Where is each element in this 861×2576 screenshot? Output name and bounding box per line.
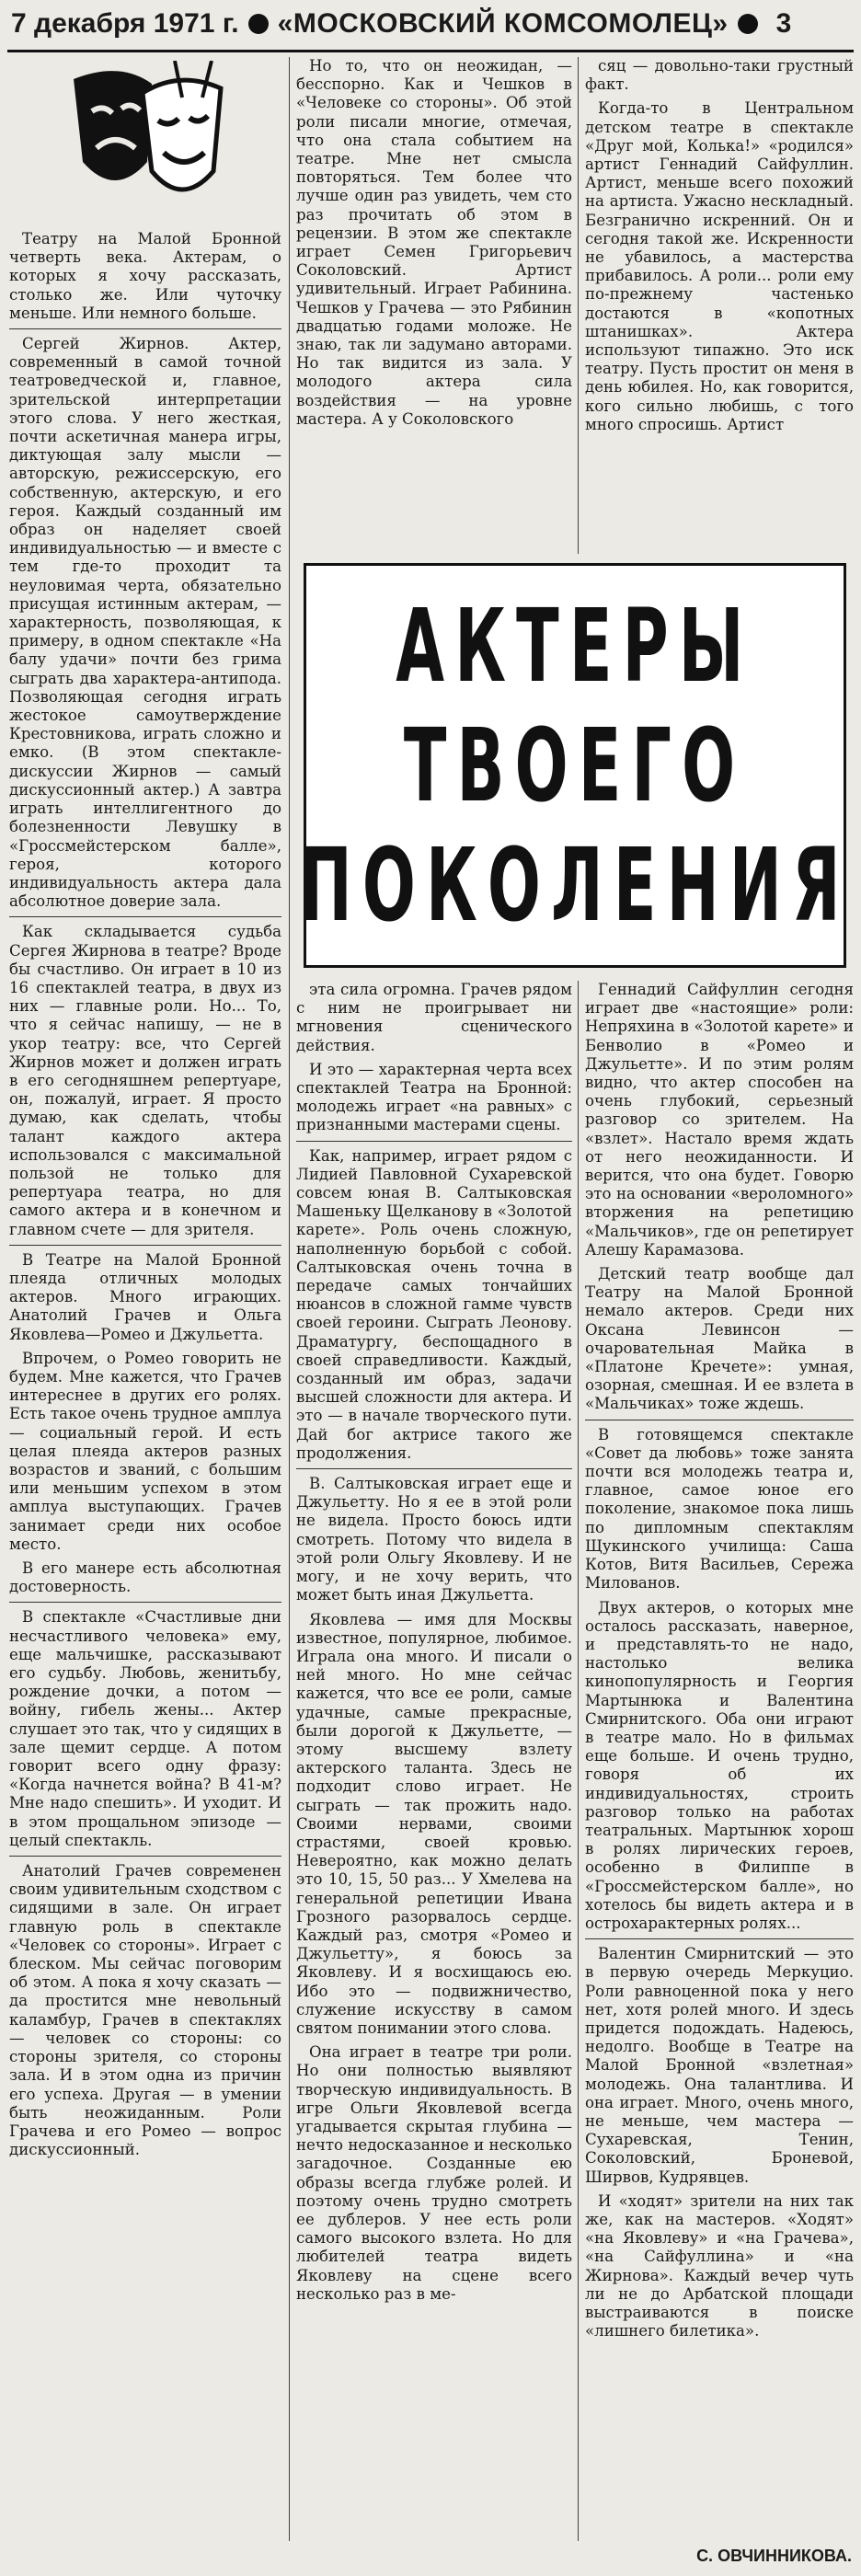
article-column-2 (296, 57, 572, 554)
paragraph: В. Салтыковская играет еще и Джульетту. Но я ее в этой роли не видела. Просто боюсь идти смотреть. Потому что видела в этой роли Ольгу Яковлеву. И не могу, и не хочу верить, что может быть иная Джульетта. (296, 1468, 572, 1604)
paragraph: Геннадий Сайфуллин сегодня играет две «настоящие» роли: Непряхина в «Золотой карете» и Бенволио в «Ромео и Джульетте». И по этим ролям видно, что актер способен на очень глубокий, серьезный разговор со зрителем. На «взлет». Настало время ждать от него неожиданности. И верится, что она будет. Говорю это на основании «вероломного» вторжения на репетицию «Мальчиков», где он репетирует Алешу Карамазова. (585, 981, 854, 1259)
paragraph: Детский театр вообще дал Театру на Малой Бронной немало актеров. Среди них Оксана Левинсон — очаровательная Майка в «Платоне Кречете»: умная, озорная, смешная. И ее взлета в «Мальчиках» тоже ждешь. (585, 1265, 854, 1413)
article-column-4 (296, 981, 572, 2567)
headline-line-3: ПОКОЛЕНИЯ (299, 826, 851, 944)
article-column-5 (585, 981, 854, 2567)
paragraph: И «ходят» зрители на них так же, как на мастеров. «Ходят» «на Яковлеву» и «на Грачева», «на Сайфуллина» и «на Жирнова». Каждый вечер чуть ли не до Арбатской площади выстраиваются в поиске «лишнего билетика». (585, 2191, 854, 2340)
paragraph: Яковлева — имя для Москвы известное, популярное, любимое. Играла она много. И писали о ней много. Но мне сейчас кажется, что все ее роли, самые удачные, самые прекрасные, были дорогой к Джульетте, — этому высшему взлету актерского таланта. Здесь не подходит слово играет. Не сыграть — так прожить надо. Своими нервами, своими страстями, своей кровью. Невероятно, как можно делать это 10, 15, 50 раз... У Хмелева на генеральной репетиции Ивана Грозного разорвалось сердце. Каждый раз, смотря «Ромео и Джульетту», я боюсь за Яковлеву. И я восхищаюсь ею. Ибо это — подвижничество, служение искусству в самом святом понимании этого слова. (296, 1610, 572, 2037)
headline-line-2: ТВОЕГО (404, 707, 746, 824)
paragraph: Она играет в театре три роли. Но они полностью выявляют творческую индивидуальность. В игре Ольги Яковлевой всегда угадывается скрытая глубина — нечто недосказанное и несколько загадочное. Созданные ею образы всегда глубже ролей. И поэтому очень трудно смотреть ее дублеров. У нее есть роли самого высокого взлета. Но для любителей театра видеть Яковлеву на сцене всего несколько раз в ме- (296, 2043, 572, 2303)
paragraph: Как складывается судьба Сергея Жирнова в театре? Вроде бы счастливо. Он играет в 10 из 16 спектаклей театра, в двух из них — главные роли. Но... То, что я сейчас напишу, — не в укор театру: все, что Сергей Жирнов может и должен играть в его сегодняшнем репертуаре, он, пожалуй, играет. Я просто думаю, как сделать, чтобы талант каждого актера использовался с максимальной пользой не только для репертуара театра, но для самого актера и в конечном и главном счете — для зрителя. (9, 916, 281, 1238)
page-number: 3 (775, 8, 792, 39)
paragraph: В спектакле «Счастливые дни несчастливого человека» ему, еще мальчишке, рассказывают его судьбу. Любовь, женитьбу, рождение дочки, а потом — войну, гибель жены... Актер слушает это так, что у сидящих в зале щемит сердце. А потом говорит всего одну фразу: «Когда начнется война? В 41-м? Мне надо спешить». И уходит. И в этом прощальном эпизоде — целый спектакль. (9, 1602, 281, 1850)
newspaper-name: «МОСКОВСКИЙ КОМСОМОЛЕЦ» (277, 8, 729, 39)
page-header (0, 0, 861, 48)
paragraph: Двух актеров, о которых мне осталось рассказать, наверное, и представлять-то не надо, настолько велика кинопопулярность и Георгия Мартынюка и Валентина Смирнитского. Оба они играют в театре мало. Но в фильмах еще больше. И очень трудно, говоря об их индивидуальностях, строить разговор только на работах театральных. Мартынюк хорош в ролях лирических героев, особенно в Филиппе в «Гроссмейстерском балле», но хотелось бы видеть актера и в острохарактерных ролях... (585, 1598, 854, 1932)
paragraph: Когда-то в Центральном детском театре в спектакле «Друг мой, Колька!» «родился» артист Геннадий Сайфуллин. Артист, меньше всего похожий на артиста. Ужасно нескладный. Безгранично искренний. Он и сегодня такой же. Искренности не убавилось, а мастерства прибавилось. А роли... роли ему по-прежнему частенько достаются в «копотных штанишках». Актера используют типажно. Это иск театру. Пусть простит он меня в день юбилея. Но, как говорится, кого сильно любишь, с того много спросишь. Артист (585, 99, 854, 433)
paragraph: Но то, что он неожидан, — бесспорно. Как и Чешков в «Человеке со стороны». Об этой роли писали многие, отмечая, что она стала событием на театре. Мне нет смысла повторяться. Тем более что лучше один раз увидеть, чем сто раз прочитать об этом в рецензии. В этом же спектакле играет Семен Григорьевич Соколовский. Артист удивительный. Играет Рабинина. Чешков у Грачева — это Рябинин двадцатью годами моложе. Не знаю, так ли задумано авторами. Но так видится из зала. У молодого актера сила воздействия — на уровне мастера. А у Соколовского (296, 57, 572, 428)
paragraph: Сергей Жирнов. Актер, современный в самой точной театроведческой и, главное, зрительской интерпретации этого слова. У него жесткая, почти аскетичная манера игры, диктующая залу мысли — авторскую, режиссерскую, его собственную, актерскую, и его героя. Каждый созданный им образ он наделяет своей индивидуальностью — и вместе с тем где-то проходит та неуловимая черта, обязательно присущая истинным актерам, — характерность, позволяющая, к примеру, в одном спектакле «На балу удачи» почти без грима сыграть два характера-антипода. Позволяющая сегодня играть жестокое самоутверждение Крестовникова, играть сложно и емко. (В этом спектакле-дискуссии Жирнов — самый дискуссионный актер.) А завтра играть интеллигентного до болезненности Левушку в «Гроссмейстерском балле», героя, которого индивидуальность актера дала абсолютное доверие зала. (9, 328, 281, 911)
paragraph: Впрочем, о Ромео говорить не будем. Мне кажется, что Грачев интереснее в других его ролях. Есть такое очень трудное амплуа — социальный герой. И есть целая плеяда актеров разных возрастов и званий, с большим или меньшим успехом в этом амплуа выступающих. Грачев занимает среди них особое место. (9, 1349, 281, 1553)
article-column-1 (9, 230, 281, 2567)
paragraph: И это — характерная черта всех спектаклей Театра на Бронной: молодежь играет «на равных» с признанными мастерами сцены. (296, 1060, 572, 1134)
paragraph: В его манере есть абсолютная достоверность. (9, 1559, 281, 1596)
column-divider (578, 981, 579, 2541)
header-rule (7, 50, 854, 52)
paragraph: Театру на Малой Бронной четверть века. Актерам, о которых я хочу рассказать, столько же. Или чуточку меньше. Или немного больше. (9, 230, 281, 322)
paragraph: Валентин Смирнитский — это в первую очередь Меркуцио. Роли равноценной пока у него нет, хотя ролей много. И здесь придется подождать. Надеюсь, недолго. Вообще в Театре на Малой Бронной «взлетная» молодежь. Она талантлива. И она играет. Много, очень много, не меньше, чем мастера — Сухаревская, Тенин, Соколовский, Броневой, Ширвов, Кудрявцев. (585, 1938, 854, 2187)
article-column-3 (585, 57, 854, 554)
paragraph: сяц — довольно-таки грустный факт. (585, 57, 854, 94)
issue-date: 7 декабря 1971 г. (11, 8, 239, 39)
paragraph: В Театре на Малой Бронной плеяда отличных молодых актеров. Много играющих. Анатолий Грачев и Ольга Яковлева—Ромео и Джульетта. (9, 1245, 281, 1344)
paragraph: эта сила огромна. Грачев рядом с ним не проигрывает ни мгновения сценического действия. (296, 981, 572, 1054)
bullet-icon (738, 14, 758, 34)
headline-box (299, 563, 851, 968)
author-signature: С. ОВЧИННИКОВА. (696, 2547, 852, 2565)
column-divider (289, 57, 290, 2541)
headline-line-1: АКТЕРЫ (396, 587, 754, 705)
theatre-masks-icon (64, 61, 230, 217)
paragraph: Анатолий Грачев современен своим удивительным сходством с сидящими в зале. Он играет главную роль в спектакле «Человек со стороны». Играет с блеском. Мы сейчас поговорим об этом. А пока я хочу сказать — да простится мне невольный каламбур, Грачев в спектаклях — человек со стороны: со стороны зрителя, со стороны зала. И в этом одна из причин его успеха. Другая — в умении быть неожиданным. Роли Грачева и его Ромео — вопрос дискуссионный. (9, 1856, 281, 2159)
column-divider (578, 57, 579, 554)
bullet-icon (248, 14, 269, 34)
paragraph: Как, например, играет рядом с Лидией Павловной Сухаревской совсем юная В. Салтыковская Машеньку Щелканову в «Золотой карете». Роль очень сложную, наполненную борьбой с собой. Салтыковская очень точна в передаче самых тончайших нюансов в сложной гамме чувств своей героини. Сыграть Леонову. Драматургу, беспощадного в своей справедливости. Каждый, созданный им образ, задачи высшей сложности для актера. И это — в начале творческого пути. Дай бог актрисе такого же продолжения. (296, 1141, 572, 1463)
paragraph: В готовящемся спектакле «Совет да любовь» тоже занята почти вся молодежь театра и, главное, самое юное его поколение, знакомое пока лишь по дипломным спектаклям Щукинского училища: Саша Котов, Витя Васильев, Сережа Милованов. (585, 1420, 854, 1593)
